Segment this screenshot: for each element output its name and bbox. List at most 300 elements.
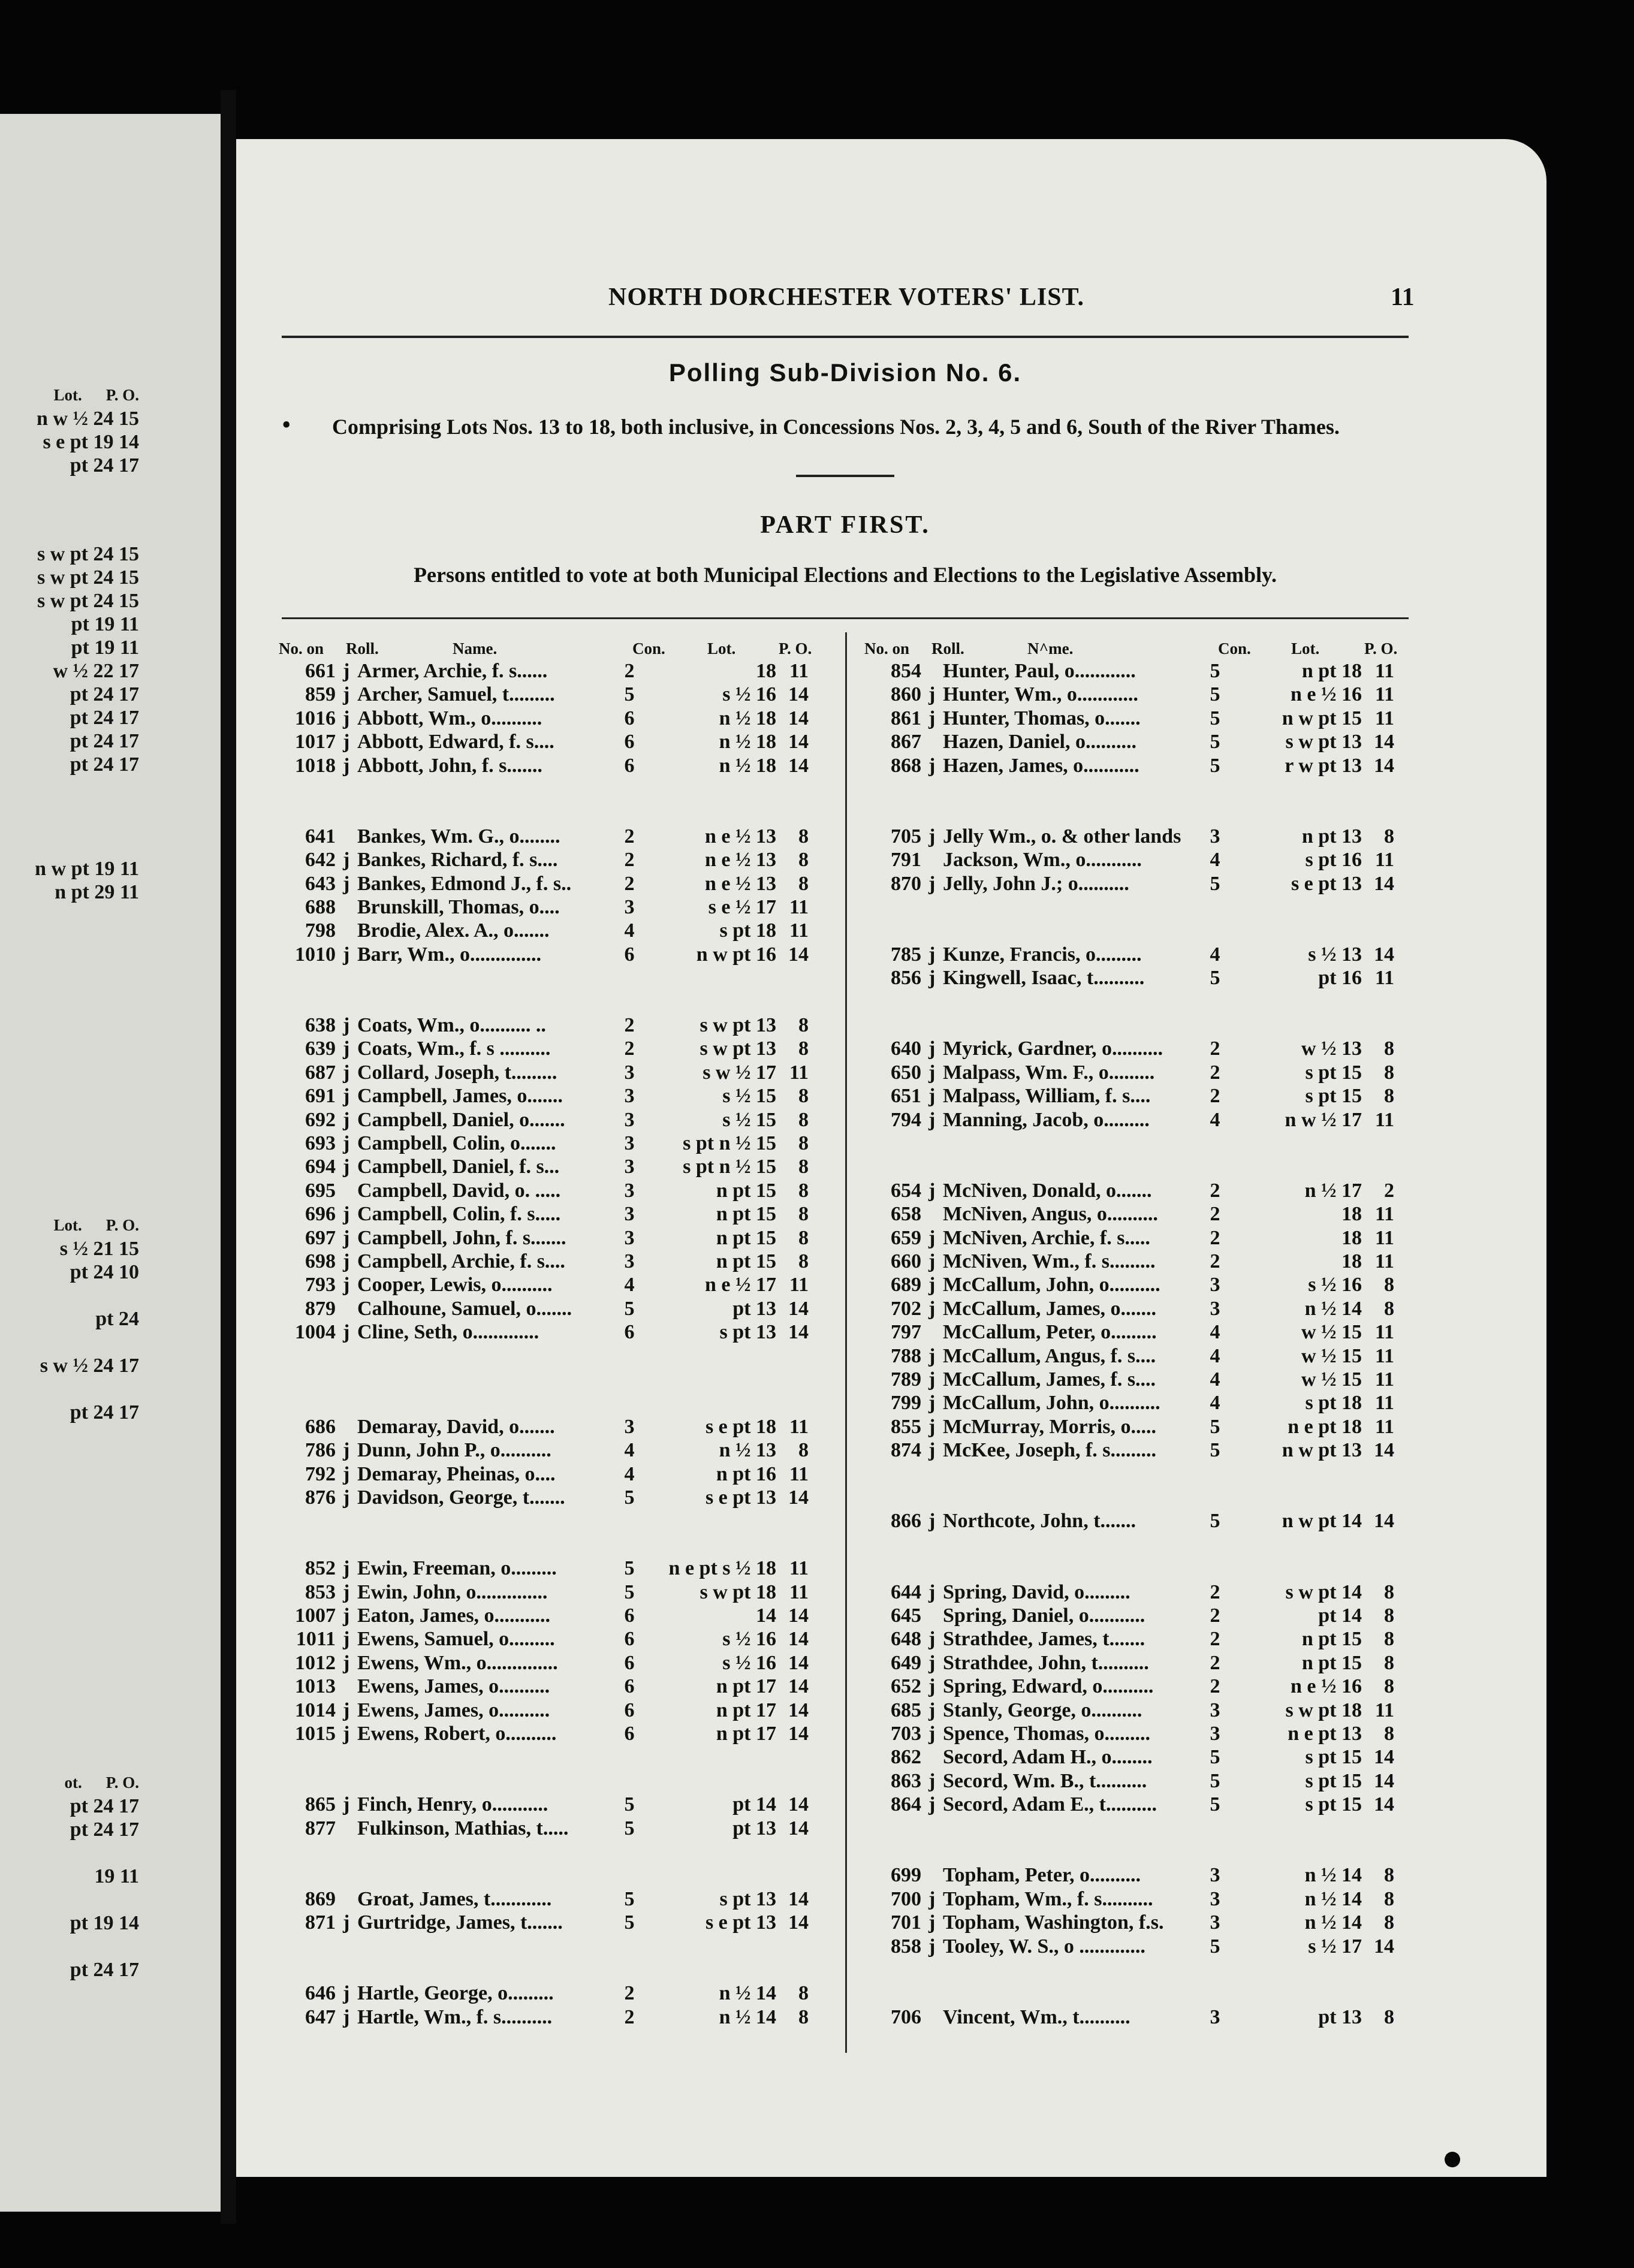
voter-name: McCallum, Angus, f. s.... [943,1344,1156,1367]
voter-name: Brodie, Alex. A., o....... [357,919,550,942]
voter-row [279,1155,812,1179]
roll-number: 703 [891,1723,921,1745]
left-column-header [279,637,818,661]
juror-mark: j [928,1085,936,1108]
concession: 6 [624,1605,635,1627]
voter-row [864,1415,1398,1439]
voter-row [864,659,1398,683]
juror-mark: j [343,660,350,682]
concession: 4 [1210,1368,1220,1391]
post-office: 14 [1374,872,1394,895]
voter-name: Barr, Wm., o.............. [357,943,541,966]
lot: s w pt 13 [700,1038,776,1060]
roll-number: 852 [305,1557,336,1580]
roll-number: 863 [891,1769,921,1792]
lot: s e pt 13 [1291,872,1362,895]
voter-row [864,2005,1398,2029]
roll-number: 686 [305,1415,336,1438]
lot: s pt n ½ 15 [683,1132,776,1154]
lot: s pt n ½ 15 [683,1156,776,1178]
lot: n pt 18 [1301,660,1362,682]
roll-number: 641 [305,825,336,848]
roll-number: 860 [891,683,921,706]
roll-number: 705 [891,825,921,848]
voter-name: Campbell, James, o....... [357,1085,563,1108]
post-office: 8 [1384,1911,1394,1934]
concession: 4 [624,919,635,942]
post-office: 8 [798,825,809,848]
post-office: 8 [798,2005,809,2028]
roll-number: 646 [305,1982,336,2005]
voter-name: Campbell, Daniel, f. s... [357,1156,560,1178]
roll-number: 651 [891,1085,921,1108]
juror-mark: j [343,872,350,895]
concession: 4 [1210,849,1220,871]
lot: n e pt 13 [1288,1723,1362,1745]
voter-row [279,1415,812,1439]
concession: 3 [624,1250,635,1272]
post-office: 14 [1374,754,1394,777]
concession: 5 [1210,683,1220,706]
strip-block [40,1214,139,1424]
lot: n w pt 16 [696,943,776,966]
post-office: 8 [798,1014,809,1036]
strip-line: n w ½ 24 15 [37,408,139,430]
lot: s ½ 16 [1308,1274,1362,1296]
voter-name: Hunter, Paul, o............ [943,660,1136,682]
voter-row [864,1438,1398,1462]
roll-number: 660 [891,1250,921,1272]
post-office: 14 [1374,1793,1394,1816]
voter-name: Hunter, Thomas, o....... [943,707,1141,729]
voter-name: Hunter, Wm., o............ [943,683,1138,706]
voter-row [279,1604,812,1628]
roll-number: 1014 [295,1699,336,1721]
post-office: 8 [798,1085,809,1108]
voter-name: Brunskill, Thomas, o.... [357,896,560,918]
lot: pt 13 [732,1817,776,1839]
post-office: 11 [1374,849,1394,871]
juror-mark: j [343,1699,350,1721]
voter-row [279,1675,812,1699]
voter-row [864,1745,1398,1769]
voter-name: Finch, Henry, o........... [357,1793,548,1816]
juror-mark: j [928,967,936,990]
roll-number: 856 [891,967,921,990]
post-office: 11 [1374,683,1394,706]
lot: s pt 15 [1305,1769,1362,1792]
post-office: 8 [1384,1297,1394,1320]
header-con: Con. [1218,640,1251,658]
juror-mark: j [928,1581,936,1603]
roll-number: 650 [891,1061,921,1084]
lot: n e ½ 13 [705,825,776,848]
voter-row [279,1911,812,1935]
concession: 6 [624,1628,635,1651]
juror-mark: j [928,943,936,966]
voter-name: Manning, Jacob, o......... [943,1108,1150,1131]
post-office: 8 [798,1203,809,1226]
lot: n w ½ 17 [1285,1108,1362,1131]
strip-line: pt 24 17 [70,1959,139,1981]
lot: w ½ 15 [1301,1368,1362,1391]
voter-row [864,1863,1398,1887]
post-office: 11 [789,660,809,682]
concession: 3 [624,1226,635,1249]
voter-name: Secord, Wm. B., t.......... [943,1769,1147,1792]
voter-row [864,730,1398,754]
post-office: 8 [1384,1628,1394,1651]
voter-row [279,754,812,778]
strip-line: pt 24 17 [70,707,139,729]
juror-mark: j [343,754,350,777]
lot: s ½ 16 [722,683,776,706]
header-rule [282,336,1409,338]
voter-name: Ewens, Robert, o.......... [357,1723,557,1745]
lot: n ½ 13 [719,1439,776,1462]
voter-name: Jelly, John J.; o.......... [943,872,1129,895]
concession: 5 [624,683,635,706]
voter-name: Hartle, George, o......... [357,1982,554,2005]
voter-row [864,1793,1398,1817]
strip-block [37,542,139,776]
juror-mark: j [928,1344,936,1367]
strip-line: s w pt 24 15 [37,543,139,565]
roll-number: 799 [891,1392,921,1415]
voter-row [864,1037,1398,1061]
column-divider [845,632,847,2053]
roll-number: 794 [891,1108,921,1131]
juror-mark: j [343,1250,350,1272]
lot: 18 [756,660,776,682]
juror-mark: j [343,1651,350,1674]
post-office: 8 [798,1439,809,1462]
concession: 5 [624,1297,635,1320]
header-no-on: No. on [279,640,324,658]
juror-mark: j [343,1557,350,1580]
concession: 2 [1210,1250,1220,1272]
voter-row [279,1250,812,1274]
post-office: 14 [788,1817,809,1839]
lot: s w pt 13 [1285,731,1362,753]
voter-name: Archer, Samuel, t......... [357,683,555,706]
lot: pt 13 [1318,2005,1362,2028]
roll-number: 700 [891,1887,921,1910]
concession: 4 [1210,1344,1220,1367]
strip-line: w ½ 22 17 [53,660,139,682]
strip-line: pt 24 [95,1308,139,1330]
concession: 2 [1210,1628,1220,1651]
strip-block [35,857,139,904]
voter-name: Topham, Wm., f. s.......... [943,1887,1153,1910]
voter-row [864,1061,1398,1085]
concession: 3 [624,1415,635,1438]
voter-name: McCallum, Peter, o......... [943,1321,1157,1344]
voter-row [864,1581,1398,1605]
strip-line: pt 24 17 [70,454,139,476]
voter-name: Coats, Wm., o.......... .. [357,1014,546,1036]
voter-row [864,754,1398,778]
concession: 3 [1210,1911,1220,1934]
voter-name: Spence, Thomas, o......... [943,1723,1151,1745]
strip-header [37,384,139,407]
post-office: 11 [1374,660,1394,682]
roll-number: 1016 [295,707,336,729]
concession: 3 [1210,1887,1220,1910]
lot: n ½ 14 [1304,1887,1362,1910]
strip-line: pt 24 17 [70,730,139,752]
concession: 4 [624,1462,635,1485]
subdivision-title: Polling Sub-Division No. 6. [668,358,1022,387]
lot: 18 [1341,1203,1362,1226]
voter-row [279,825,812,849]
voter-row [864,683,1398,707]
lot: 18 [1341,1226,1362,1249]
voter-name: Demaray, David, o....... [357,1415,555,1438]
concession: 3 [624,1108,635,1131]
roll-number: 640 [891,1038,921,1060]
juror-mark: j [343,1156,350,1178]
lot: w ½ 13 [1301,1038,1362,1060]
strip-header [64,1771,139,1795]
juror-mark: j [928,1651,936,1674]
strip-line [40,1331,139,1354]
lot: n e pt s ½ 18 [668,1557,776,1580]
voter-row [279,1486,812,1510]
concession: 5 [624,1911,635,1934]
concession: 4 [1210,1108,1220,1131]
voter-row [279,943,812,967]
voter-name: Ewens, Samuel, o......... [357,1628,555,1651]
concession: 6 [624,943,635,966]
juror-mark: j [928,1061,936,1084]
voter-row [279,1132,812,1156]
concession: 2 [1210,1061,1220,1084]
concession: 3 [1210,1723,1220,1745]
post-office: 11 [1374,1108,1394,1131]
concession: 5 [1210,1415,1220,1438]
strip-header [40,1214,139,1237]
voter-name: Ewin, John, o.............. [357,1581,548,1603]
voter-row [864,1675,1398,1699]
strip-line [40,1377,139,1401]
lot: s e pt 18 [705,1415,776,1438]
lot: n ½ 18 [719,731,776,753]
juror-mark: j [343,2005,350,2028]
roll-number: 855 [891,1415,921,1438]
roll-number: 639 [305,1038,336,1060]
voter-row [279,1627,812,1651]
lot: s pt 13 [719,1887,776,1910]
voter-row [864,1368,1398,1392]
voter-name: McNiven, Wm., f. s......... [943,1250,1156,1272]
lot: n ½ 18 [719,707,776,729]
voter-name: Campbell, Colin, o....... [357,1132,556,1154]
strip-header-cell: ot. [64,1774,82,1792]
concession: 2 [624,660,635,682]
strip-line: pt 19 14 [70,1912,139,1934]
voter-name: Groat, James, t............ [357,1887,552,1910]
juror-mark: j [343,1274,350,1296]
lot: s pt 15 [1305,1793,1362,1816]
lot: n pt 15 [716,1203,776,1226]
roll-number: 869 [305,1887,336,1910]
lot: s w pt 13 [700,1014,776,1036]
voter-name: Armer, Archie, f. s...... [357,660,548,682]
concession: 6 [624,1699,635,1721]
lot: pt 14 [732,1793,776,1816]
voter-name: Campbell, Archie, f. s.... [357,1250,565,1272]
roll-number: 862 [891,1746,921,1769]
concession: 6 [624,731,635,753]
voter-row [279,1699,812,1723]
concession: 5 [1210,1935,1220,1958]
roll-number: 1013 [295,1675,336,1698]
voter-name: Abbott, Wm., o.......... [357,707,542,729]
roll-number: 688 [305,896,336,918]
post-office: 8 [1384,1085,1394,1108]
lot: s pt 15 [1305,1746,1362,1769]
concession: 2 [1210,1203,1220,1226]
voter-name: Ewens, James, o.......... [357,1675,550,1698]
lot: w ½ 15 [1301,1344,1362,1367]
voter-row [864,1084,1398,1108]
voter-row [279,848,812,872]
lot: n pt 15 [716,1226,776,1249]
voter-row [279,1722,812,1746]
juror-mark: j [343,707,350,729]
header-no-on: No. on [864,640,910,658]
strip-line [64,1888,139,1911]
post-office: 14 [788,754,809,777]
concession: 4 [1210,943,1220,966]
juror-mark: j [343,849,350,871]
lot: n e pt 18 [1288,1415,1362,1438]
post-office: 8 [798,1179,809,1202]
concession: 6 [624,1723,635,1745]
voter-row [279,2005,812,2029]
post-office: 14 [1374,1935,1394,1958]
roll-number: 788 [891,1344,921,1367]
concession: 4 [1210,1392,1220,1415]
lot: n pt 15 [1301,1628,1362,1651]
voter-name: Stanly, George, o.......... [943,1699,1142,1721]
concession: 3 [624,1132,635,1154]
roll-number: 792 [305,1462,336,1485]
voter-row [279,1084,812,1108]
juror-mark: j [343,1628,350,1651]
voter-row [279,659,812,683]
concession: 5 [624,1581,635,1603]
lot: s e ½ 17 [708,896,776,918]
voter-row [279,1793,812,1817]
juror-mark: j [928,1769,936,1792]
roll-number: 687 [305,1061,336,1084]
concession: 2 [624,1014,635,1036]
voter-row [864,825,1398,849]
post-office: 14 [1374,1769,1394,1792]
post-office: 14 [1374,1746,1394,1769]
post-office: 14 [788,1723,809,1745]
concession: 3 [1210,1699,1220,1721]
voter-name: Fulkinson, Mathias, t..... [357,1817,569,1839]
voter-name: Spring, Daniel, o........... [943,1605,1145,1627]
post-office: 8 [1384,1605,1394,1627]
juror-mark: j [928,1038,936,1060]
strip-line: pt 24 17 [70,1795,139,1817]
post-office: 8 [798,849,809,871]
lot: n pt 17 [716,1675,776,1698]
roll-number: 870 [891,872,921,895]
header-roll: Roll. [346,640,379,658]
voter-name: Topham, Washington, f.s. [943,1911,1164,1934]
concession: 5 [1210,1769,1220,1792]
running-head: NORTH DORCHESTER VOTERS' LIST. [608,284,1084,311]
juror-mark: j [928,1368,936,1391]
voter-row [279,683,812,707]
concession: 3 [624,1061,635,1084]
roll-number: 695 [305,1179,336,1202]
lot: pt 13 [732,1297,776,1320]
lot: n w pt 14 [1282,1510,1362,1533]
lot: n ½ 17 [1304,1179,1362,1202]
juror-mark: j [343,1321,350,1344]
voter-row [864,848,1398,872]
lot: n e ½ 16 [1291,1675,1362,1698]
subdivision-description: Comprising Lots Nos. 13 to 18, both inclusive, in Concessions Nos. 2, 3, 4, 5 and 6, South of the River Thames. [332,415,1340,439]
strip-line [64,1935,139,1958]
roll-number: 1018 [295,754,336,777]
concession: 5 [624,1793,635,1816]
lot: s ½ 17 [1308,1935,1362,1958]
post-office: 11 [789,896,809,918]
juror-mark: j [928,1439,936,1462]
post-office: 8 [798,1982,809,2005]
voter-name: Campbell, Colin, f. s..... [357,1203,561,1226]
header-lot: Lot. [707,640,736,658]
post-office: 11 [789,1415,809,1438]
post-office: 14 [788,1911,809,1934]
concession: 5 [624,1887,635,1910]
post-office: 8 [798,1250,809,1272]
right-column-header [864,637,1404,661]
voter-row [864,1887,1398,1911]
strip-header-cell: P. O. [105,1774,139,1792]
juror-mark: j [343,1486,350,1509]
juror-mark: j [343,1911,350,1934]
concession: 3 [1210,825,1220,848]
post-office: 14 [788,683,809,706]
lot: pt 14 [1318,1605,1362,1627]
header-roll: Roll. [931,640,964,658]
roll-number: 876 [305,1486,336,1509]
roll-number: 853 [305,1581,336,1603]
strip-line: pt 24 10 [70,1261,139,1283]
voter-row [864,1509,1398,1533]
lot: n pt 17 [716,1699,776,1721]
roll-number: 785 [891,943,921,966]
concession: 2 [624,1038,635,1060]
voter-row [864,707,1398,731]
juror-mark: j [343,1014,350,1036]
juror-mark: j [343,1038,350,1060]
strip-line: pt 24 17 [70,1818,139,1841]
voter-name: Eaton, James, o........... [357,1605,551,1627]
post-office: 8 [1384,1675,1394,1698]
lot: n e ½ 16 [1291,683,1362,706]
roll-number: 868 [891,754,921,777]
concession: 2 [1210,1651,1220,1674]
